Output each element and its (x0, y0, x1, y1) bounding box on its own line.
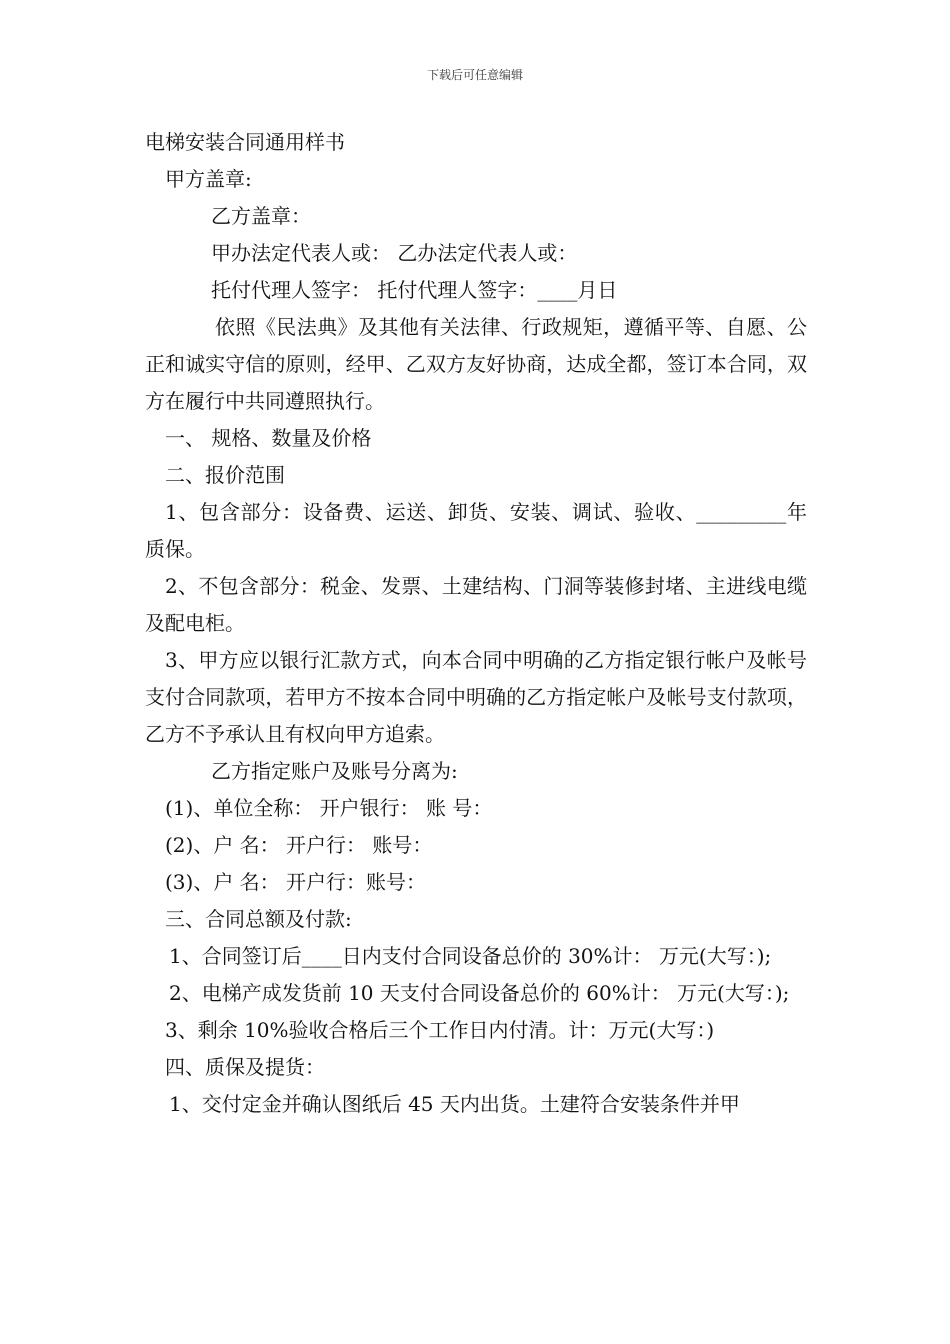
agent-signatures: 托付代理人签字： 托付代理人签字：____月日 (211, 278, 618, 302)
account-line-1: (1)、单位全称： 开户银行： 账 号： (165, 796, 493, 820)
account-line-2: (2)、户 名： 开户行： 账号： (165, 833, 433, 857)
section-2-heading: 二、报价范围 (165, 463, 285, 487)
section-2-item-3: 3、甲方应以银行汇款方式，向本合同中明确的乙方指定银行帐户及帐号支付合同款项，若甲方不按本合同中明确的乙方指定帐户及帐号支付款项，乙方不予承认且有权向甲方追索。 (145, 648, 807, 746)
document-title: 电梯安装合同通用样书 (145, 130, 345, 154)
page-header-note: 下载后可任意编辑 (426, 68, 523, 82)
contract-body (145, 124, 807, 1123)
section-3-heading: 三、合同总额及付款: (165, 907, 352, 931)
section-3-item-3: 3、剩余 10%验收合格后三个工作日内付清。计：万元(大写：) (165, 1018, 715, 1042)
section-4-heading: 四、质保及提货： (165, 1055, 325, 1079)
section-2-item-2: 2、不包含部分：税金、发票、土建结构、门洞等装修封堵、主进线电缆及配电柜。 (145, 574, 807, 635)
legal-representatives: 甲办法定代表人或： 乙办法定代表人或： (211, 241, 578, 265)
section-1-heading: 一、 规格、数量及价格 (165, 426, 372, 450)
section-3-item-2: 2、电梯产成发货前 10 天支付合同设备总价的 60%计： 万元(大写：); (169, 981, 790, 1005)
account-line-3: (3)、户 名： 开户行：账号： (165, 870, 427, 894)
section-2-item-1: 1、包含部分：设备费、运送、卸货、安装、调试、验收、_________年质保。 (145, 500, 807, 561)
preamble-paragraph: 依照《民法典》及其他有关法律、行政规矩，遵循平等、自愿、公正和诚实守信的原则，经甲、乙双方友好协商，达成全都，签订本合同，双方在履行中共同遵照执行。 (145, 315, 807, 413)
section-3-item-1: 1、合同签订后____日内支付合同设备总价的 30%计： 万元(大写：); (169, 944, 772, 968)
party-b-seal: 乙方盖章： (211, 204, 311, 228)
party-a-seal: 甲方盖章: (165, 167, 252, 191)
account-intro: 乙方指定账户及账号分离为: (211, 759, 458, 783)
section-4-item-1: 1、交付定金并确认图纸后 45 天内出货。土建符合安装条件并甲 (169, 1092, 740, 1116)
